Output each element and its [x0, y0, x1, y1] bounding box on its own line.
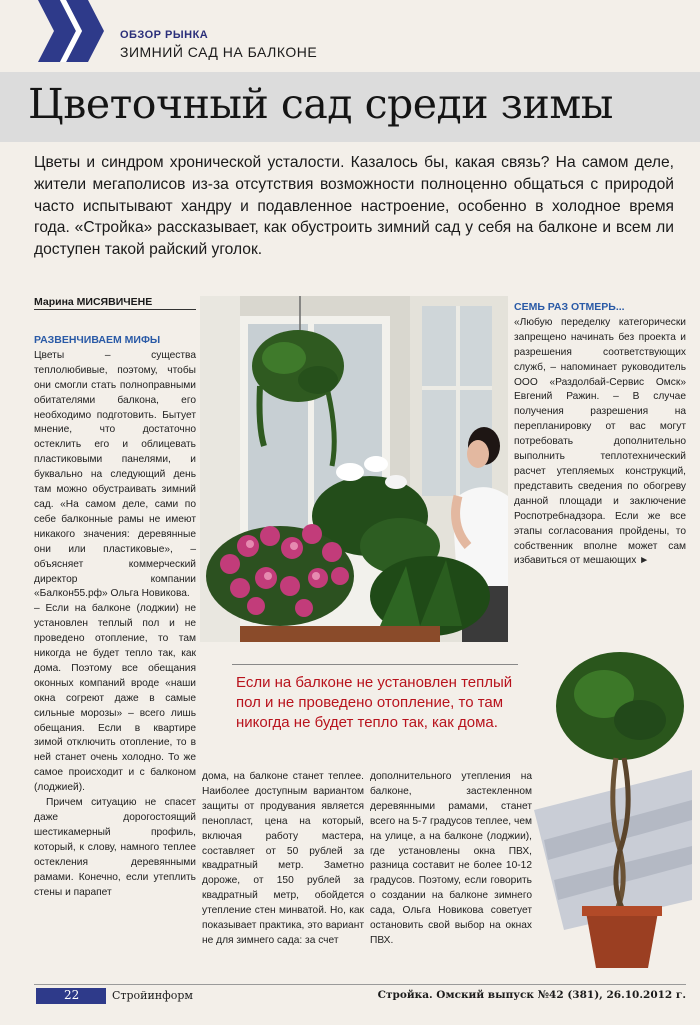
double-chevron-logo	[36, 0, 106, 62]
page-number: 22	[64, 988, 80, 1002]
subrubric-label: ЗИМНИЙ САД НА БАЛКОНЕ	[120, 44, 318, 60]
pull-quote: Если на балконе не установлен теплый пол и не проведено отопление, то там никогда не будет тепло так, как дома.	[236, 674, 513, 731]
publisher-name: Стройинформ	[112, 989, 193, 1002]
continue-arrow-icon: ►	[639, 555, 650, 567]
footer-rule	[34, 984, 686, 985]
section-heading-measure: СЕМЬ РАЗ ОТМЕРЬ...	[514, 301, 625, 313]
rubric-label: ОБЗОР РЫНКА	[120, 29, 209, 41]
column-2	[202, 770, 364, 949]
paragraph	[514, 316, 686, 569]
section-text: «Любую переделку категорически запрещено начинать без проекта и разрешения соответствующих служб, – напоминает руководитель ООО «Раздолбай-Сервис Омск» Евгений Ражин. – В случае получения разрешения на перепланировку от вас могут потребовать дополнительно выполнить теплотехнический расчет утепляемых конструкций, представить сведения по обогреву данной площади и заключение Роспотребнадзора. Если же все этапы согласования пройдены, то собственник вполне может сам избавиться от мешающих	[514, 316, 686, 567]
paragraph: дома, на балконе станет теплее. Наиболее доступным вариантом защиты от продувания является пенопласт, цена на который, включая работу мастера, составляет от 50 рублей за квадратный метр. Заметно дороже, от 150 рублей за квадратный метр, обойдется утепление стен минватой. Но, как показывает практика, это вариант не для зимнего сада: за счет	[202, 771, 364, 946]
column-4	[514, 300, 686, 569]
topiary-plant-photo	[524, 650, 692, 972]
paragraph: Цветы – существа теплолюбивые, поэтому, чтобы они смогли стать полноправными обитателями балкона, его необходимо подготовить. Бытует мнение, что достаточно остеклить его и облицевать пластиковыми панелями, и буквально на следующий день там можно обустраивать зимний сад. «На самом деле, сами по себе балконные рамы не имеют никакого значения: деревянные они или пластиковые», – объясняет коммерческий директор компании «Балкон55.рф» Ольга Новикова.	[34, 349, 196, 600]
column-3	[370, 770, 532, 949]
paragraph: Причем ситуацию не спасет даже дорогостоящий шестикамерный профиль, который, к слову, намного теплее остекления деревянными рамами. Конечно, если утеплить стены и парапет	[34, 797, 196, 898]
article-title: Цветочный сад среди зимы	[28, 80, 613, 128]
paragraph: – Если на балконе (лоджии) не установлен теплый пол и не проведено отопление, то там никогда не будет тепло так, как дома. Поэтому все обещания оконных компаний вроде «наши окна согреют даже в самые сильные морозы» – всего лишь обещания. Если в квартире зимой отключить отопление, то в ней станет очень холодно. То же самое происходит и с балконом (лоджией).	[34, 603, 196, 794]
paragraph: дополнительного утепления на балконе, застекленном деревянными рамами, станет всего на 5-7 градусов теплее, чем на улице, а на балконе (лоджии), где установлены окна ПВХ, разница составит не более 10-12 градусов. Поэтому, если говорить о создании на балконе зимнего сада, Ольга Новикова советует остановить свой выбор на окнах ПВХ.	[370, 771, 532, 946]
issue-info: Стройка. Омский выпуск №42 (381), 26.10.2012 г.	[377, 989, 686, 1001]
byline-divider	[34, 309, 196, 310]
section-heading-myths: РАЗВЕНЧИВАЕМ МИФЫ	[34, 334, 161, 346]
column-1	[34, 333, 196, 900]
quote-rule	[232, 664, 518, 665]
article-lead: Цветы и синдром хронической усталости. Казалось бы, какая связь? На самом деле, жители мегаполисов из-за отсутствия возможности полноценно общаться с природой часто испытывают хандру и подавленное настроение, особенно в холодное время года. «Стройка» рассказывает, как обустроить зимний сад у себя на балконе и всем ли доступен такой райский уголок.	[34, 154, 674, 259]
author-byline: Марина МИСЯВИЧЕНЕ	[34, 296, 153, 308]
balcony-garden-photo	[200, 296, 508, 642]
